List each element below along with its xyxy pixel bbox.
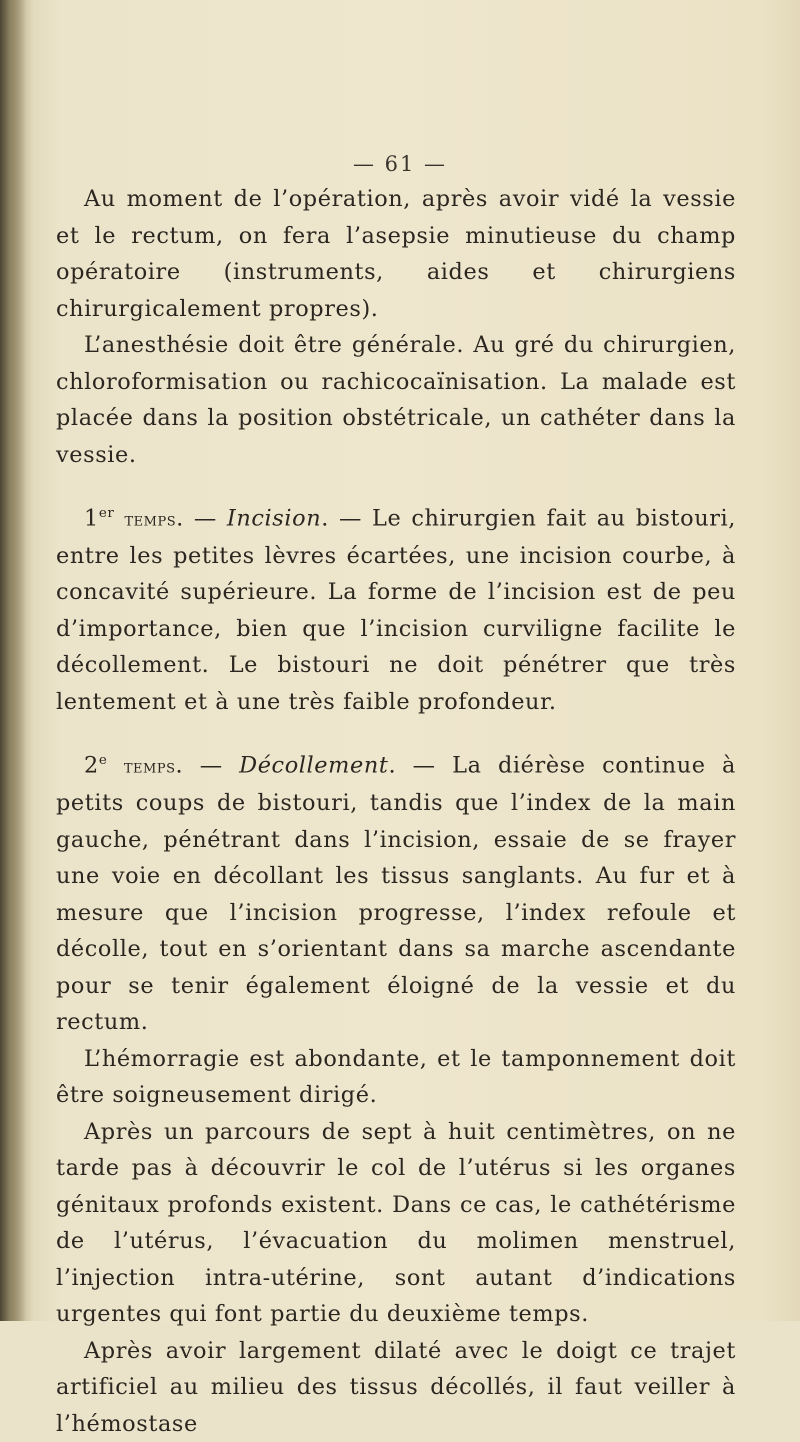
paragraph-first-step: [56, 496, 736, 720]
paragraph-second-step: [56, 743, 736, 1040]
step-label: temps: [124, 508, 177, 531]
step-number: 2: [84, 752, 99, 779]
step-ordinal: e: [98, 753, 108, 769]
paragraph-course: Après un parcours de sept à huit centimètres, on ne tarde pas à découvrir le col de l’utérus si les organes génitaux profonds existent. Dans ce cas, le cathétérisme de l’utérus, l’évacuation du molimen menstruel, l’injection intra-utérine, sont autant d’indications urgentes qui font partie du deuxième temps.: [56, 1118, 736, 1328]
paragraph-hemorrhage: L’hémorragie est abondante, et le tamponnement doit être soigneusement dirigé.: [56, 1045, 736, 1109]
step-dash: . —: [321, 505, 372, 532]
paragraph-preparation: Au moment de l’opération, après avoir vidé la vessie et le rectum, on fera l’asepsie minutieuse du champ opératoire (instruments, aides et chirurgiens chirurgicalement propres).: [56, 186, 736, 322]
page-body: [56, 181, 736, 1442]
step-ordinal: er: [98, 506, 115, 521]
step-text: La diérèse continue à petits coups de bistouri, tandis que l’index de la main gauche, pénétrant dans l’incision, essaie de se frayer une voie en décollant les tissus sanglants. Au fur et à mesure que l’incision progresse, l’index refoule et décolle, tout en s’orientant dans sa marche ascendante pour se tenir également éloigné de la vessie et du rectum.: [56, 752, 736, 1036]
step-title: Décollement: [239, 752, 389, 779]
step-dash: . —: [176, 505, 227, 532]
step-text: Le chirurgien fait au bistouri, entre les petites lèvres écartées, une incision courbe, à concavité supérieure. La forme de l’incision est de peu d’importance, bien que l’incision curviligne facilite le décollement. Le bistouri ne doit pénétrer que très lentement et à une très faible profondeur.: [56, 505, 736, 715]
step-number: 1: [84, 505, 99, 532]
page-number-header: — 61 —: [352, 152, 448, 176]
step-title: Incision: [226, 505, 322, 532]
paragraph-anesthesia: L’anesthésie doit être générale. Au gré du chirurgien, chloroformisation ou rachicocaïnisation. La malade est placée dans la position obstétricale, un cathéter dans la vessie.: [56, 332, 736, 468]
step-dash: . —: [388, 752, 453, 779]
step-label: temps: [123, 755, 176, 778]
binding-gutter-shadow: [0, 0, 26, 1321]
step-dash: . —: [175, 752, 240, 779]
paragraph-dilation: Après avoir largement dilaté avec le doigt ce trajet artificiel au milieu des tissus décollés, il faut veiller à l’hémostase: [56, 1337, 736, 1437]
